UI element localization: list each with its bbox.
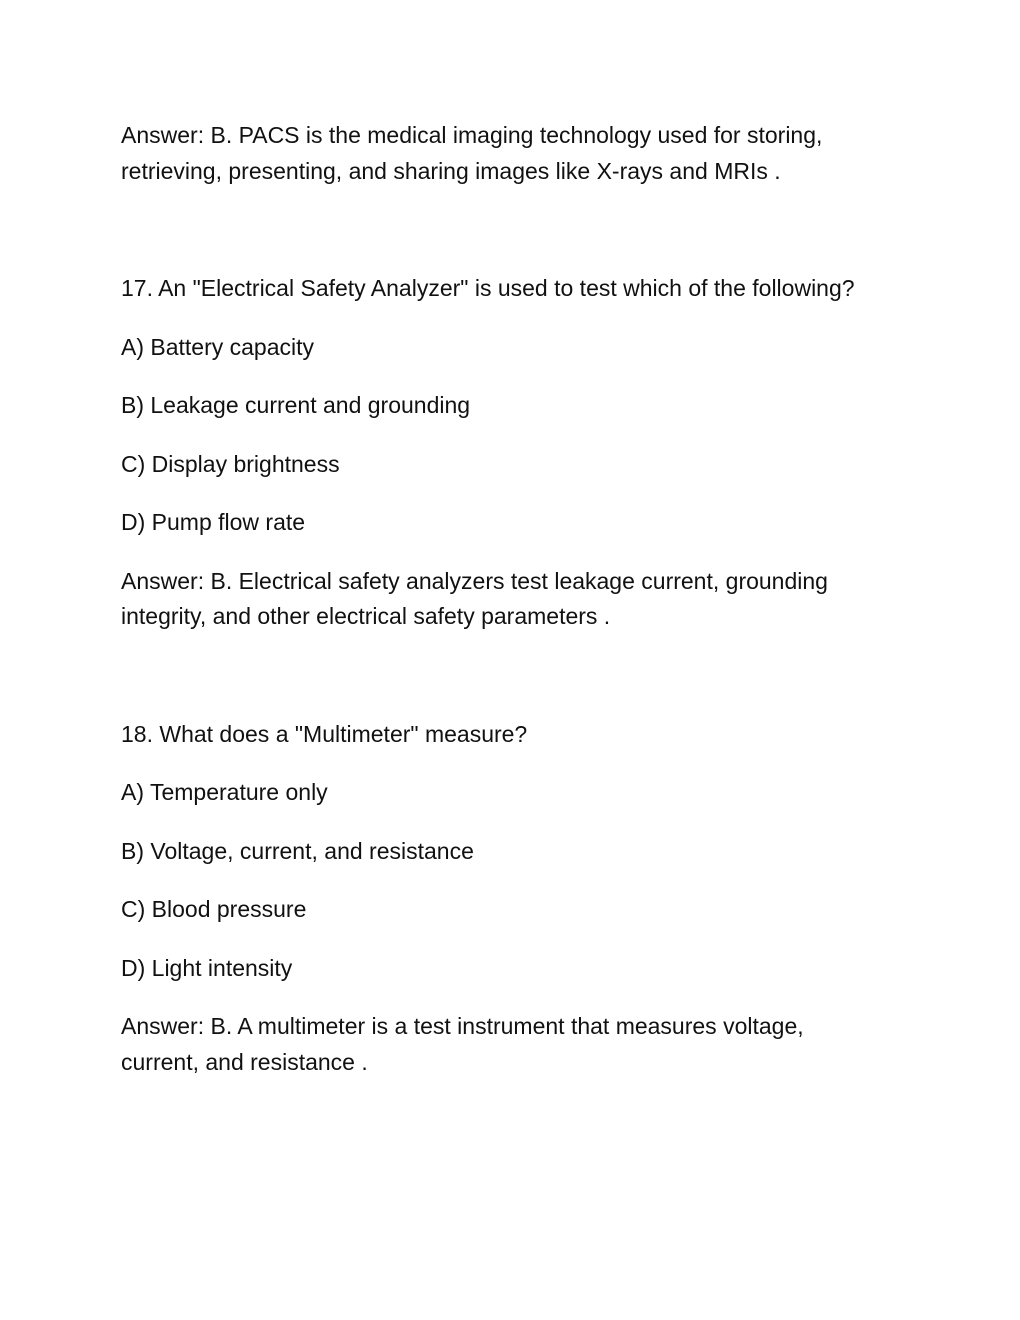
- option-b: B) Voltage, current, and resistance: [121, 837, 474, 864]
- option-a: A) Battery capacity: [121, 333, 315, 360]
- answer-text: Answer: B. A multimeter is a test instrument that measures voltage, current, and resistance .: [121, 1013, 804, 1075]
- option-d: D) Light intensity: [121, 954, 293, 981]
- option-a: A) Temperature only: [121, 779, 328, 805]
- question-block-18: [121, 717, 881, 1081]
- option-b: B) Leakage current and grounding: [121, 392, 471, 418]
- question-text: 17. An "Electrical Safety Analyzer" is used to test which of the following?: [121, 275, 855, 301]
- option-d: D) Pump flow rate: [121, 509, 306, 535]
- answer-text: Answer: B. Electrical safety analyzers test leakage current, grounding integrity, and other electrical safety parameters .: [121, 567, 828, 629]
- document-content: [121, 118, 881, 1080]
- option-c: C) Display brightness: [121, 450, 340, 477]
- question-block-17: [121, 271, 881, 635]
- option-c: C) Blood pressure: [121, 896, 307, 922]
- question-text: 18. What does a "Multimeter" measure?: [121, 720, 528, 747]
- previous-answer-text: Answer: B. PACS is the medical imaging technology used for storing, retrieving, presenting, and sharing images like X-rays and MRIs .: [121, 122, 823, 184]
